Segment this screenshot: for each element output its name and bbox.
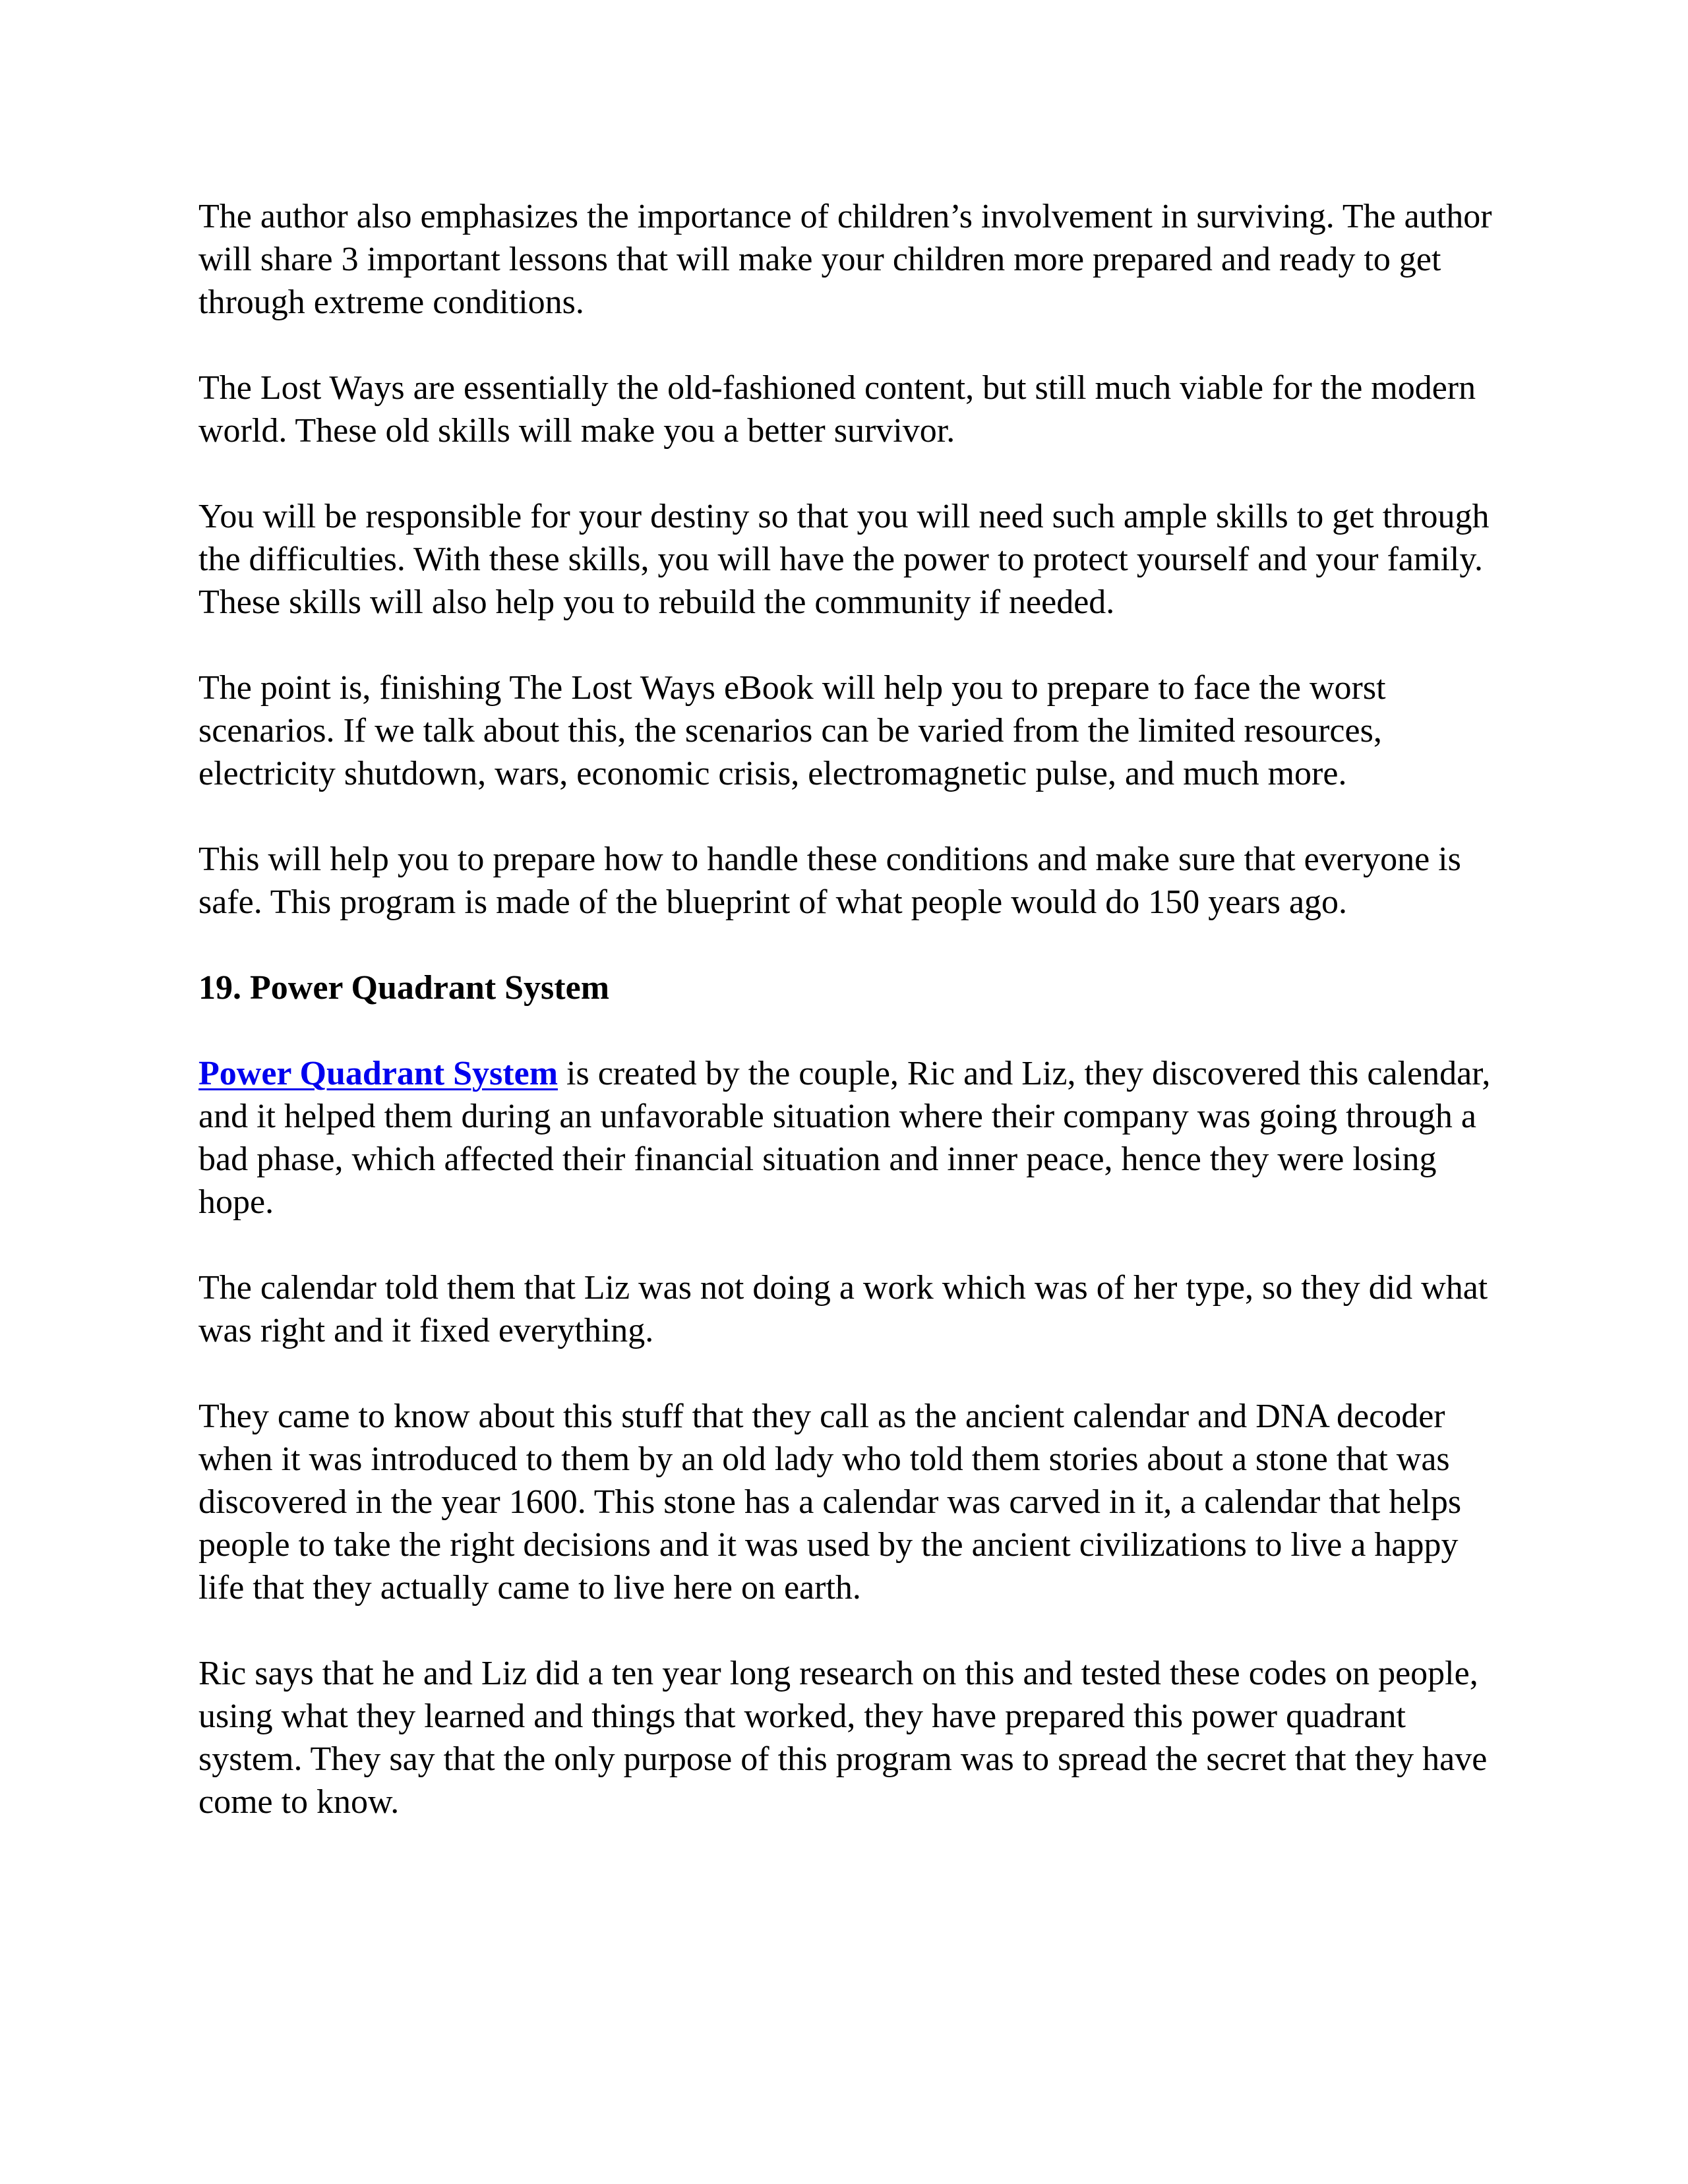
paragraph-worst-scenarios: The point is, finishing The Lost Ways eBook will help you to prepare to face the worst scenarios. If we talk about this, the scenarios can be varied from the limited resources, electricity shutdown, wars, economic crisis, electromagnetic pulse, and much more. bbox=[198, 669, 1386, 792]
paragraph-lost-ways-old-skills: The Lost Ways are essentially the old-fashioned content, but still much viable for the modern world. These old skills will make you a better survivor. bbox=[198, 369, 1476, 450]
paragraph-ancient-calendar: They came to know about this stuff that they call as the ancient calendar and DNA decoder when it was introduced to them by an old lady who told them stories about a stone that was discovered in the year 1600. This stone has a calendar was carved in it, a calendar that helps people to take the right decisions and it was used by the ancient civilizations to live a happy life that they actually came to live here on earth. bbox=[198, 1398, 1462, 1607]
section-heading: 19. Power Quadrant System bbox=[198, 969, 610, 1007]
paragraph-ten-year-research: Ric says that he and Liz did a ten year long research on this and tested these codes on people, using what they learned and things that worked, they have prepared this power quadrant system. They say that the only purpose of this program was to spread the secret that they have come to know. bbox=[198, 1655, 1488, 1821]
paragraph-handle-conditions: This will help you to prepare how to handle these conditions and make sure that everyone is safe. This program is made of the blueprint of what people would do 150 years ago. bbox=[198, 841, 1461, 921]
document-body bbox=[198, 195, 1504, 1866]
paragraph-power-quadrant-intro bbox=[198, 1052, 1504, 1224]
power-quadrant-system-link[interactable]: Power Quadrant System bbox=[198, 1055, 558, 1092]
paragraph-children-involvement: The author also emphasizes the importance of children’s involvement in surviving. The author will share 3 important lessons that will make your children more prepared and ready to get through extreme conditions. bbox=[198, 198, 1492, 321]
paragraph-responsible-destiny: You will be responsible for your destiny so that you will need such ample skills to get through the difficulties. With these skills, you will have the power to protect yourself and your family. These skills will also help you to rebuild the community if needed. bbox=[198, 498, 1490, 621]
paragraph-calendar-told: The calendar told them that Liz was not doing a work which was of her type, so they did what was right and it fixed everything. bbox=[198, 1269, 1488, 1349]
intro-text: is created by the couple, Ric and Liz, they discovered this calendar, and it helped them during an unfavorable situation where their company was going through a bad phase, which affected their financial situation and inner peace, hence they were losing hope. bbox=[198, 1055, 1491, 1221]
